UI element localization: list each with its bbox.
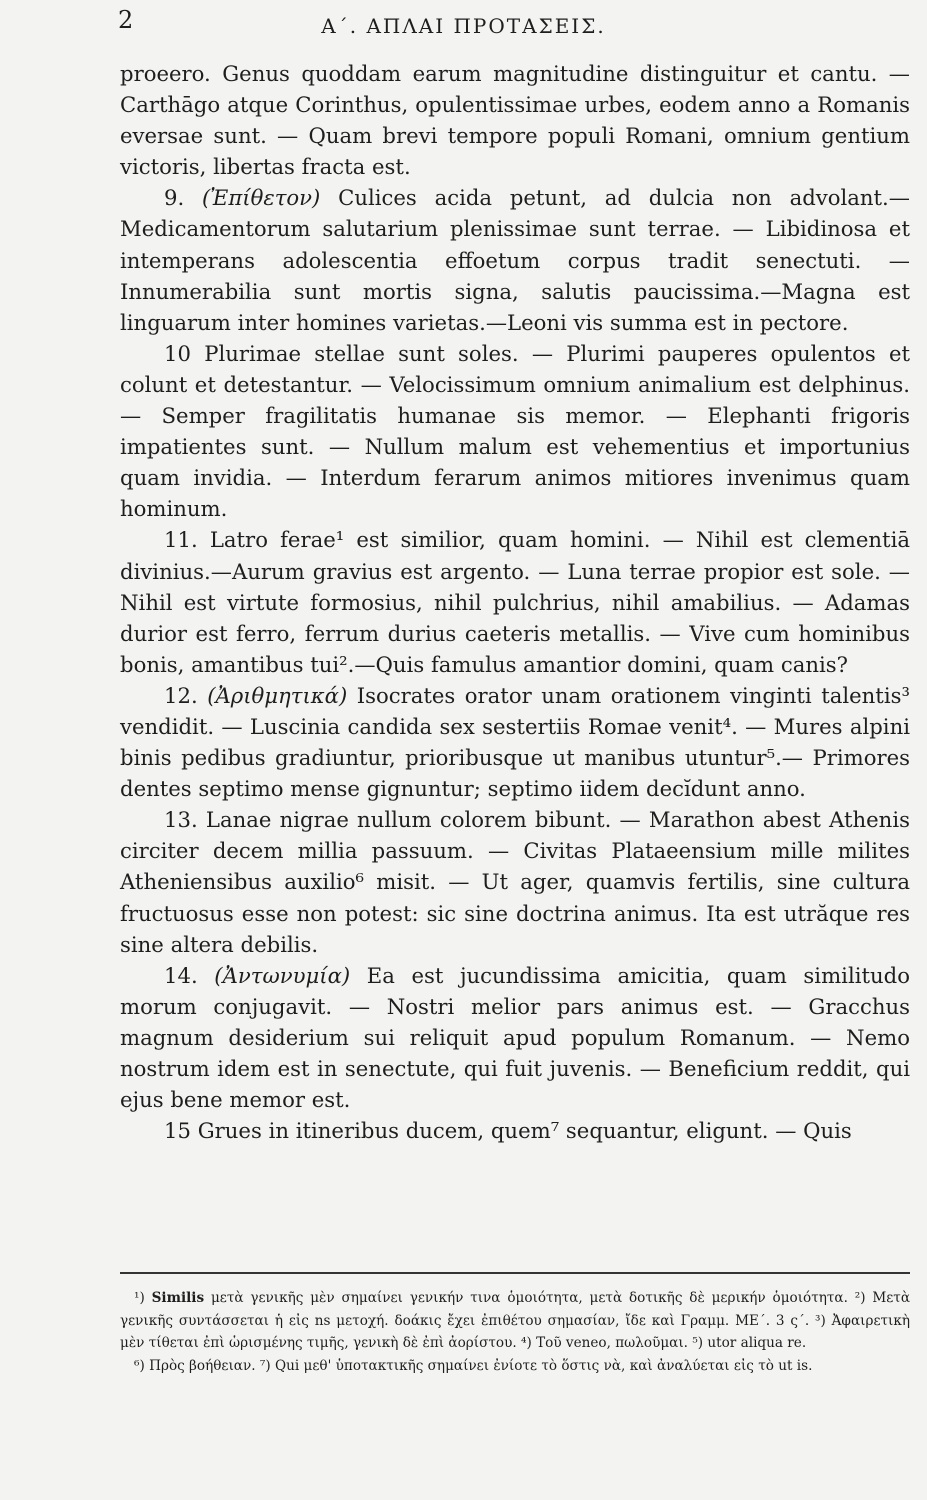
greek-heading: (Ἐπίθετον) [202,185,321,211]
paragraph-9 [120,182,910,337]
paragraph-text: Latro ferae¹ est similior, quam homini. — Nihil est clementiā divinius.—Aurum gravius est argento. — Luna terrae propior est sole. —Nihil est virtute formosius, nihil pulchrius, nihil amabilius. — Adamas durior est ferro, ferrum durius caeteris metallis. — Vive cum hominibus bonis, amantibus tui².—Quis famulus amantior domini, quam canis? [120,527,910,677]
paragraph-number: 9. [164,185,185,211]
paragraph-continuation [120,58,910,182]
paragraph-number: 11. [164,527,198,553]
paragraph-14 [120,960,910,1115]
footnote-marker: ¹) [134,1290,145,1306]
footnotes [120,1287,910,1377]
paragraph-text: Grues in itineribus ducem, quem⁷ sequantur, eligunt. — Quis [197,1118,852,1144]
paragraph-text: Lanae nigrae nullum colorem bibunt. — Marathon abest Athenis circiter decem millia passuum. — Civitas Plataeensium mille milites Atheniensibus auxilio⁶ misit. — Ut ager, quamvis fertilis, sine cultura fructuosus esse non potest: sic sine doctrina animus. Ita est utrăque res sine altera debilis. [120,807,910,957]
footnote-keyword: Similis [151,1290,205,1306]
paragraph-number: 15 [164,1118,191,1144]
paragraph-number: 10 [164,340,191,366]
footnote-marker: ⁶) [134,1357,145,1374]
footnote [120,1287,910,1355]
paragraph-number: 12. [164,682,198,708]
footnote-text: μετὰ γενικῆς μὲν σημαίνει γενικήν τινα ὁμοιότητα, μετὰ δοτικῆς δὲ μερικήν ὁμοιότητα. ²) Μετὰ γενικῆς συντάσσεται ἡ εἰς ns μετοχή. δοάκις ἔχει ἐπιθέτου σημασίαν, ἴδε καὶ Γραμμ. ΜΕ΄. 3 ς΄. ³) Ἀφαιρετικὴ μὲν τίθεται ἐπὶ ὡρισμένης τιμῆς, γενικὴ δὲ ἐπὶ ἀορίστου. ⁴) Τοῦ veneo, πωλοῦμαι. ⁵) utor aliqua re. [120,1290,911,1351]
footnote [120,1355,910,1378]
paragraph-number: 13. [164,807,198,833]
main-text [120,58,910,1146]
paragraph-number: 14. [164,962,198,988]
footnote-divider [120,1272,910,1274]
paragraph-text: Plurimae stellae sunt soles. — Plurimi pauperes opulentos et colunt et detestantur. — Velocissimum omnium animalium est delphinus. — Semper fragilitatis humanae sis memor. — Elephanti frigoris impatientes sunt. — Nullum malum est vehementius et importunius quam invidia. — Interdum ferarum animos mitiores invenimus quam hominum. [120,340,910,522]
footnote-text: Πρὸς βοήθειαν. ⁷) Qui μεθ' ὑποτακτικῆς σημαίνει ἐνίοτε τὸ ὅστις νὰ, καὶ ἀναλύεται εἰς τὸ ut is. [149,1357,813,1374]
running-title: Α΄. ΑΠΛΑΙ ΠΡΟΤΑΣΕΙΣ. [321,14,606,38]
paragraph-text: Culices acida petunt, ad dulcia non advolant.—Medicamentorum salutarium plenissimae sunt terrae. — Libidinosa et intemperans adolescentia effoetum corpus tradit senectuti. — Innumerabilia sunt mortis signa, salutis paucissima.—Magna est linguarum inter homines varietas.—Leoni vis summa est in pectore. [120,185,910,335]
paragraph-text: Isocrates orator unam orationem vinginti talentis³ vendidit. — Luscinia candida sex sestertiis Romae venit⁴. — Mures alpini binis pedibus gradiuntur, prioribusque ut manibus utuntur⁵.— Primores dentes septimo mense gignuntur; septimo iidem decĭdunt anno. [120,682,910,802]
paragraph-15 [120,1115,910,1146]
paragraph-13 [120,804,910,959]
greek-heading: (Ἀριθμητικά) [207,682,348,708]
paragraph-12 [120,680,910,804]
paragraph-text: Ea est jucundissima amicitia, quam similitudo morum conjugavit. — Nostri melior pars animus est. — Gracchus magnum desiderium sui reliquit apud populum Romanum. — Nemo nostrum idem est in senectute, qui fuit juvenis. — Beneficium reddit, qui ejus bene memor est. [120,962,910,1113]
paragraph-11 [120,524,910,679]
paragraph-text: proeero. Genus quoddam earum magnitudine distinguitur et cantu. — Carthāgo atque Corinthus, opulentissimae urbes, eodem anno a Romanis eversae sunt. — Quam brevi tempore populi Romani, omnium gentium victoris, libertas fracta est. [120,61,910,180]
paragraph-10 [120,338,910,525]
page-number: 2 [118,6,134,34]
greek-heading: (Ἀντωνυμία) [214,962,351,988]
